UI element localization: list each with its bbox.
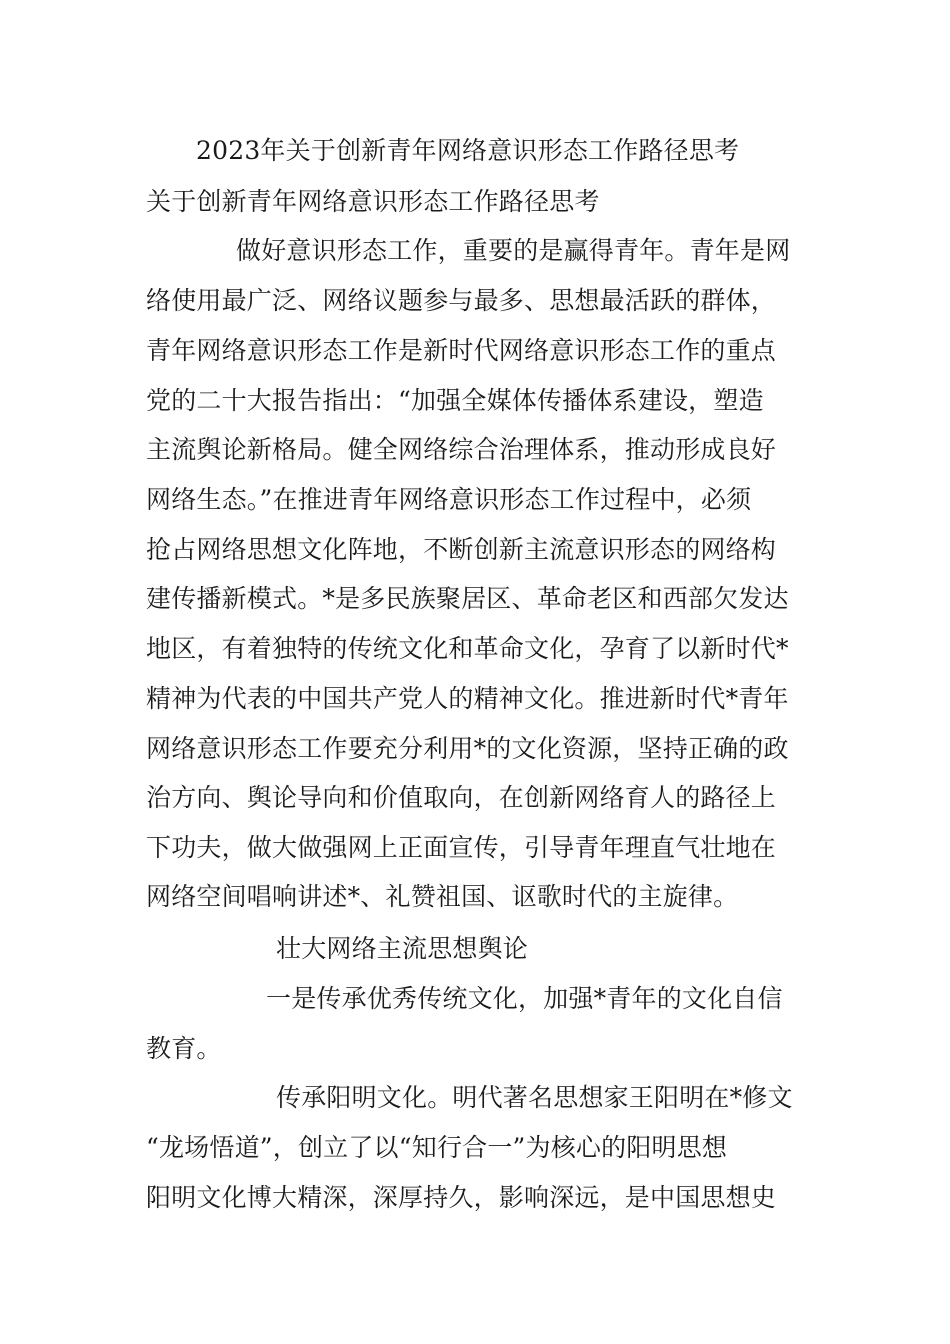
paragraph-line: 主流舆论新格局。健全网络综合治理体系，推动形成良好: [146, 435, 777, 464]
paragraph-line: 精神为代表的中国共产党人的精神文化。推进新时代*青年: [146, 684, 789, 713]
document-title: 2023年关于创新青年网络意识形态工作路径思考: [196, 136, 740, 165]
section-heading: 壮大网络主流思想舆论: [276, 934, 529, 963]
paragraph-line: 网络生态。”在推进青年网络意识形态工作过程中，必须: [146, 485, 752, 514]
paragraph-line: 教育。: [146, 1034, 222, 1063]
paragraph-line: 治方向、舆论导向和价值取向，在创新网络育人的路径上: [146, 783, 777, 812]
paragraph-line: “龙场悟道”，创立了以“知行合一”为核心的阳明思想: [146, 1133, 728, 1162]
paragraph-line: 党的二十大报告指出：“加强全媒体传播体系建设，塑造: [146, 386, 764, 415]
paragraph-line: 传承阳明文化。明代著名思想家王阳明在*修文: [276, 1083, 793, 1112]
paragraph-line: 络使用最广泛、网络议题参与最多、思想最活跃的群体，: [146, 286, 777, 315]
paragraph-line: 一是传承优秀传统文化，加强*青年的文化自信: [266, 984, 783, 1013]
paragraph-line: 网络空间唱响讲述*、礼赞祖国、讴歌时代的主旋律。: [146, 882, 739, 911]
paragraph-line: 网络意识形态工作要充分利用*的文化资源，坚持正确的政: [146, 734, 789, 763]
paragraph-line: 抢占网络思想文化阵地，不断创新主流意识形态的网络构: [146, 535, 777, 564]
document-subtitle: 关于创新青年网络意识形态工作路径思考: [146, 187, 600, 216]
paragraph-line: 青年网络意识形态工作是新时代网络意识形态工作的重点: [146, 336, 777, 365]
paragraph-line: 做好意识形态工作，重要的是赢得青年。青年是网: [236, 236, 791, 265]
paragraph-line: 建传播新模式。*是多民族聚居区、革命老区和西部欠发达: [146, 584, 789, 613]
paragraph-line: 地区，有着独特的传统文化和革命文化，孕育了以新时代*: [146, 634, 789, 663]
paragraph-line: 下功夫，做大做强网上正面宣传，引导青年理直气壮地在: [146, 833, 777, 862]
paragraph-line: 阳明文化博大精深，深厚持久，影响深远，是中国思想史: [146, 1183, 777, 1212]
